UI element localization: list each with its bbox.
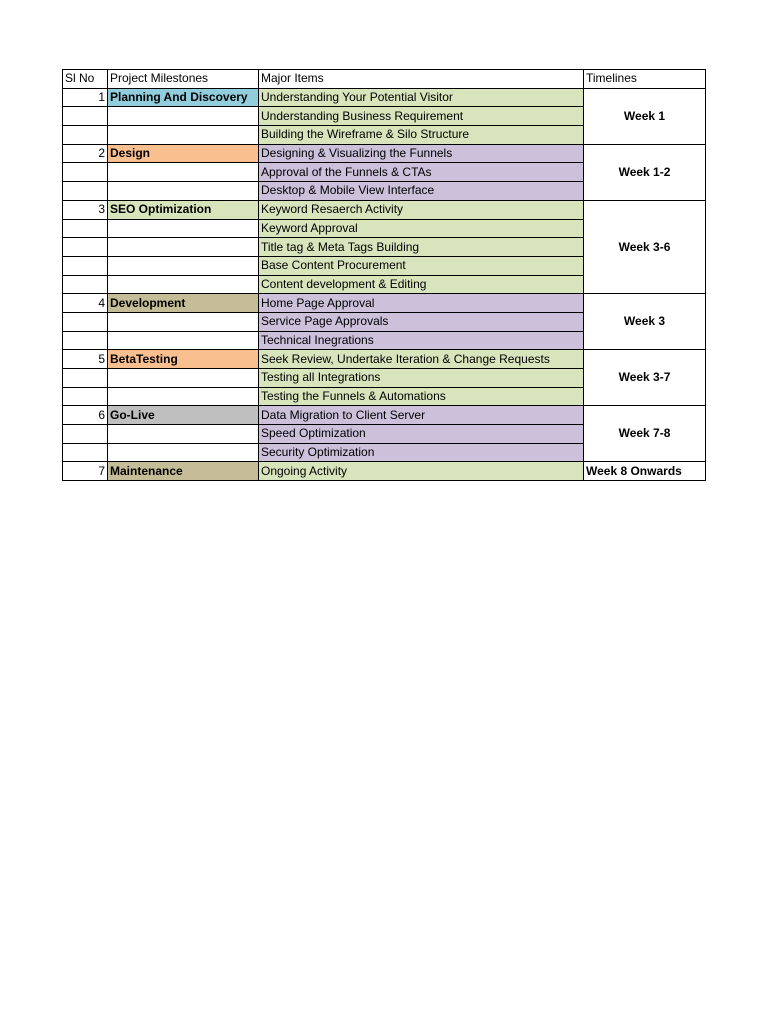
sl-no-cell [63, 443, 108, 462]
milestone-cell: BetaTesting [108, 350, 259, 369]
major-item-cell: Title tag & Meta Tags Building [259, 238, 584, 257]
major-item-cell: Testing all Integrations [259, 369, 584, 388]
sl-no-cell: 2 [63, 144, 108, 163]
sl-no-cell [63, 256, 108, 275]
major-item-cell: Security Optimization [259, 443, 584, 462]
major-item-cell: Approval of the Funnels & CTAs [259, 163, 584, 182]
timeline-cell: Week 3-7 [584, 350, 706, 406]
table-row [63, 350, 706, 369]
major-item-cell: Designing & Visualizing the Funnels [259, 144, 584, 163]
sl-no-cell: 6 [63, 406, 108, 425]
major-item-cell: Seek Review, Undertake Iteration & Change Requests [259, 350, 584, 369]
major-item-cell: Content development & Editing [259, 275, 584, 294]
table-row [63, 294, 706, 313]
timeline-cell: Week 3 [584, 294, 706, 350]
milestone-cell: SEO Optimization [108, 200, 259, 219]
sl-no-cell [63, 219, 108, 238]
milestone-cell: Development [108, 294, 259, 313]
table-row [63, 200, 706, 219]
major-item-cell: Ongoing Activity [259, 462, 584, 481]
major-item-cell: Base Content Procurement [259, 256, 584, 275]
sl-no-cell: 4 [63, 294, 108, 313]
milestone-cell: Design [108, 144, 259, 163]
sl-no-cell [63, 369, 108, 388]
milestone-cell: Maintenance [108, 462, 259, 481]
sl-no-cell [63, 238, 108, 257]
milestone-cell [108, 275, 259, 294]
milestone-cell: Planning And Discovery [108, 88, 259, 107]
milestone-cell [108, 312, 259, 331]
major-item-cell: Understanding Business Requirement [259, 107, 584, 126]
major-item-cell: Service Page Approvals [259, 312, 584, 331]
sl-no-cell: 5 [63, 350, 108, 369]
sl-no-cell [63, 163, 108, 182]
milestone-cell [108, 256, 259, 275]
sl-no-cell [63, 425, 108, 444]
major-item-cell: Home Page Approval [259, 294, 584, 313]
timeline-cell: Week 1-2 [584, 144, 706, 200]
major-item-cell: Understanding Your Potential Visitor [259, 88, 584, 107]
timeline-cell: Week 1 [584, 88, 706, 144]
major-item-cell: Keyword Resaerch Activity [259, 200, 584, 219]
sl-no-cell [63, 387, 108, 406]
milestone-cell [108, 126, 259, 145]
table-row [63, 462, 706, 481]
table-row [63, 144, 706, 163]
sl-no-cell [63, 126, 108, 145]
milestones-table [62, 69, 706, 481]
sl-no-cell: 1 [63, 88, 108, 107]
header-sl-no: Sl No [63, 70, 108, 89]
milestone-cell [108, 163, 259, 182]
sl-no-cell [63, 312, 108, 331]
header-major-items: Major Items [259, 70, 584, 89]
sl-no-cell [63, 275, 108, 294]
major-item-cell: Building the Wireframe & Silo Structure [259, 126, 584, 145]
sl-no-cell: 3 [63, 200, 108, 219]
table-body [63, 88, 706, 480]
sl-no-cell: 7 [63, 462, 108, 481]
major-item-cell: Technical Inegrations [259, 331, 584, 350]
timeline-cell: Week 7-8 [584, 406, 706, 462]
milestone-cell [108, 219, 259, 238]
milestone-cell [108, 425, 259, 444]
timeline-cell: Week 3-6 [584, 200, 706, 293]
milestone-cell [108, 369, 259, 388]
table-row [63, 406, 706, 425]
milestone-cell [108, 331, 259, 350]
table-row [63, 88, 706, 107]
milestone-cell [108, 443, 259, 462]
milestone-cell [108, 107, 259, 126]
major-item-cell: Desktop & Mobile View Interface [259, 182, 584, 201]
sl-no-cell [63, 182, 108, 201]
header-project-milestones: Project Milestones [108, 70, 259, 89]
milestone-cell [108, 182, 259, 201]
milestone-cell [108, 238, 259, 257]
sl-no-cell [63, 107, 108, 126]
milestone-cell [108, 387, 259, 406]
major-item-cell: Keyword Approval [259, 219, 584, 238]
milestone-cell: Go-Live [108, 406, 259, 425]
major-item-cell: Testing the Funnels & Automations [259, 387, 584, 406]
timeline-cell: Week 8 Onwards [584, 462, 706, 481]
sl-no-cell [63, 331, 108, 350]
major-item-cell: Speed Optimization [259, 425, 584, 444]
header-timelines: Timelines [584, 70, 706, 89]
header-row [63, 70, 706, 89]
major-item-cell: Data Migration to Client Server [259, 406, 584, 425]
